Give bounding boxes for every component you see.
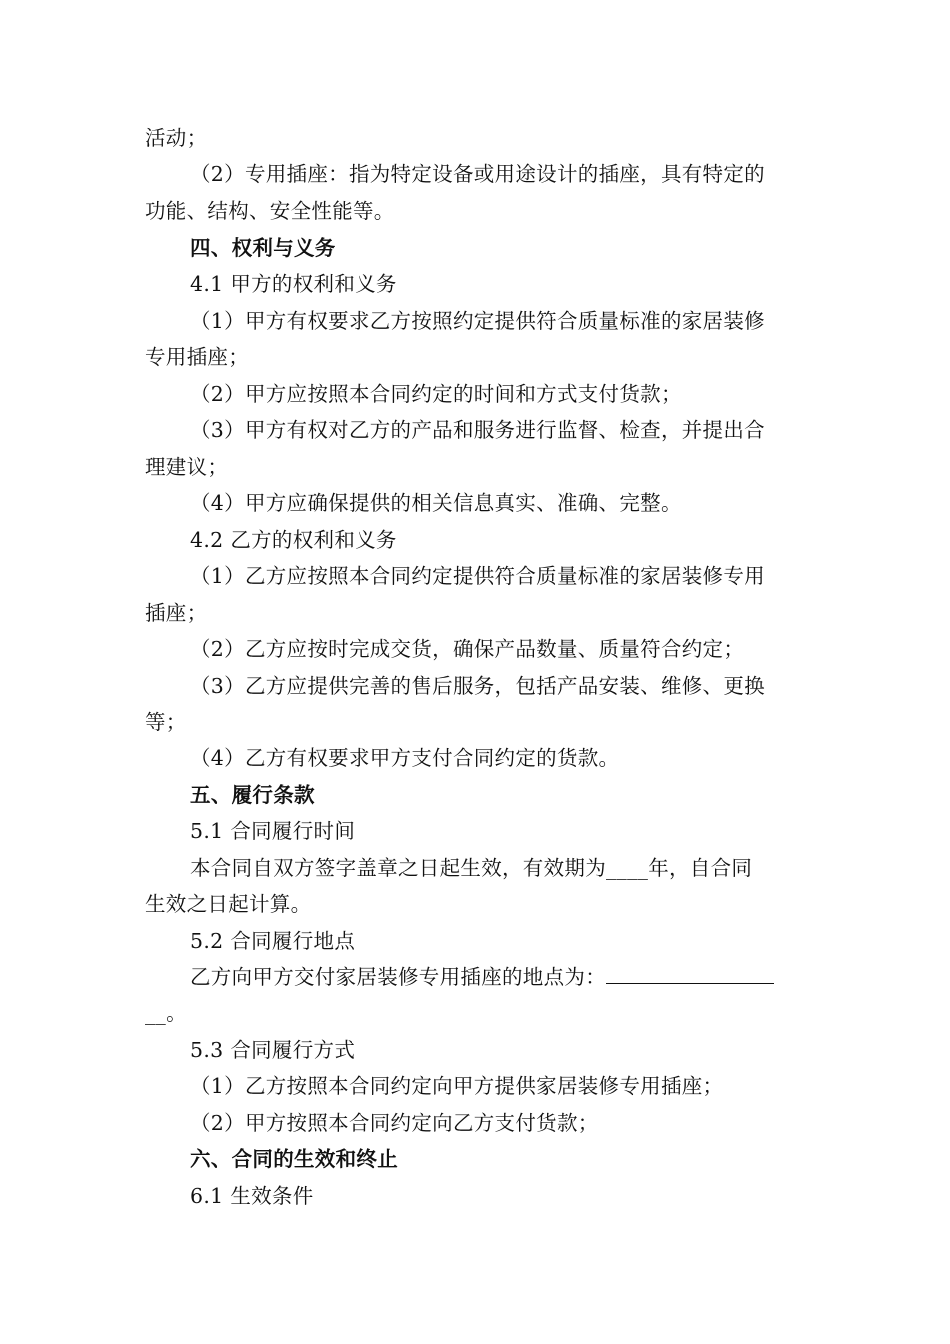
subsection-heading-4-2: 4.2 乙方的权利和义务	[190, 528, 397, 552]
subsection-heading-6-1: 6.1 生效条件	[190, 1184, 314, 1208]
list-item: （1）甲方有权要求乙方按照约定提供符合质量标准的家居装修	[190, 309, 765, 333]
body-text-line: 理建议；	[145, 455, 229, 479]
list-item: （4）甲方应确保提供的相关信息真实、准确、完整。	[190, 491, 682, 515]
list-item-2-definition: （2）专用插座：指为特定设备或用途设计的插座，具有特定的	[190, 162, 765, 186]
subsection-heading-5-1: 5.1 合同履行时间	[190, 819, 356, 843]
body-text-line: 等；	[145, 710, 187, 734]
subsection-heading-4-1: 4.1 甲方的权利和义务	[190, 272, 397, 296]
subsection-heading-5-3: 5.3 合同履行方式	[190, 1038, 356, 1062]
body-text-line: 本合同自双方签字盖章之日起生效，有效期为____年，自合同	[190, 856, 753, 880]
list-item: （3）甲方有权对乙方的产品和服务进行监督、检查，并提出合	[190, 418, 765, 442]
body-text-line: __。	[145, 1001, 187, 1025]
list-item: （2）甲方按照本合同约定向乙方支付货款；	[190, 1111, 599, 1135]
body-text-line: 活动；	[145, 126, 208, 150]
list-item: （2）甲方应按照本合同约定的时间和方式支付货款；	[190, 382, 682, 406]
body-text-line: 功能、结构、安全性能等。	[145, 199, 395, 223]
delivery-location-line	[190, 965, 855, 989]
section-heading-4: 四、权利与义务	[190, 236, 336, 260]
list-item: （2）乙方应按时完成交货，确保产品数量、质量符合约定；	[190, 637, 745, 661]
section-heading-6: 六、合同的生效和终止	[190, 1147, 398, 1171]
delivery-location-blank	[606, 965, 774, 984]
delivery-location-text: 乙方向甲方交付家居装修专用插座的地点为：	[190, 965, 606, 989]
body-text-line: 专用插座；	[145, 345, 249, 369]
section-heading-5: 五、履行条款	[190, 783, 315, 807]
list-item: （1）乙方应按照本合同约定提供符合质量标准的家居装修专用	[190, 564, 765, 588]
subsection-heading-5-2: 5.2 合同履行地点	[190, 929, 356, 953]
list-item: （1）乙方按照本合同约定向甲方提供家居装修专用插座；	[190, 1074, 724, 1098]
list-item: （4）乙方有权要求甲方支付合同约定的货款。	[190, 746, 620, 770]
body-text-line: 生效之日起计算。	[145, 892, 312, 916]
list-item: （3）乙方应提供完善的售后服务，包括产品安装、维修、更换	[190, 674, 765, 698]
body-text-line: 插座；	[145, 601, 208, 625]
